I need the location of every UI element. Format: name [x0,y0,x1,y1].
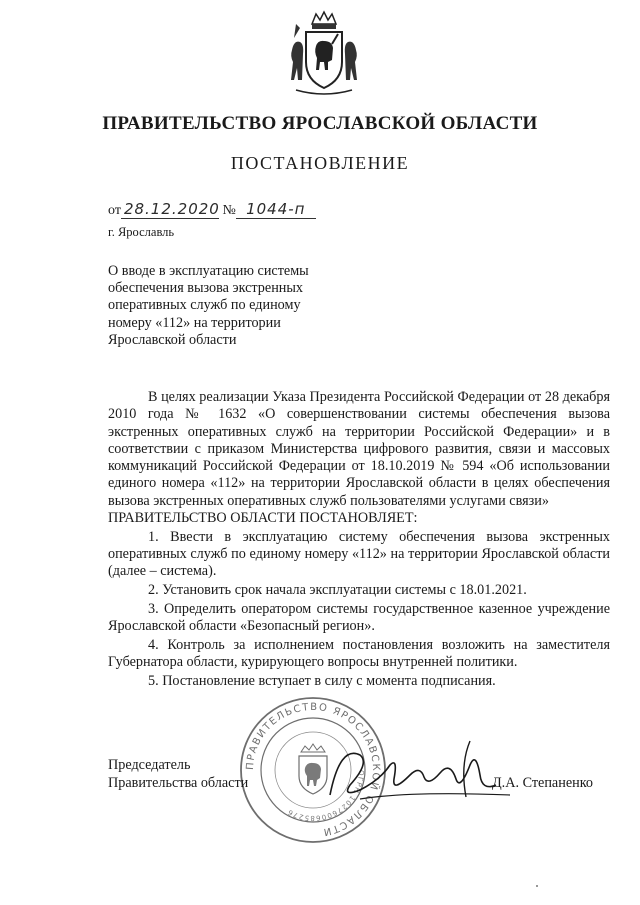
resolves-heading: ПРАВИТЕЛЬСТВО ОБЛАСТИ ПОСТАНОВЛЯЕТ: [108,510,418,527]
handwritten-date: 28.12.2020 [121,200,219,219]
subject-line: номеру «112» на территории [108,314,281,331]
decree-item-5: 5. Постановление вступает в силу с момента подписания. [148,673,496,690]
role-line-1: Председатель [108,757,191,773]
dateline [108,200,316,219]
preamble-paragraph: В целях реализации Указа Президента Российской Федерации от 28 декабря 2010 года № 1632 «О совершенствовании системы обеспечения вызова экстренных оперативных служб на территории Российской Федерации» и в соответствии с приказом Министерства цифрового развития, связи и массовых коммуникаций Российской Федерации от 18.10.2019 № 594 «Об использовании единого номера «112» на территории Ярославской области в целях обеспечения вызова экстренных оперативных служб пользователями услугами связи» [108,389,610,509]
decree-subject [108,263,338,349]
scan-speck [536,885,538,887]
subject-line: обеспечения вызова экстренных [108,280,304,297]
role-line-2: Правительства области [108,774,249,791]
city-line: г. Ярославль [108,225,175,239]
stamp-id-text: ОГРН 1027600685276 [285,769,366,823]
document-type-title: ПОСТАНОВЛЕНИЕ [230,153,410,173]
subject-line: оперативных служб по единому [108,297,301,314]
subject-line: Ярославской области [108,331,237,348]
stamp-ring-text: ПРАВИТЕЛЬСТВО ЯРОСЛАВСКОЙ ОБЛАСТИ [244,701,382,838]
date-prefix: от [108,203,121,218]
government-title: ПРАВИТЕЛЬСТВО ЯРОСЛАВСКОЙ ОБЛАСТИ [102,113,538,134]
signatory-role [108,757,248,792]
handwritten-signature [320,735,520,815]
decree-item-2: 2. Установить срок начала эксплуатации системы с 18.01.2021. [148,582,527,599]
decree-item-1: 1. Ввести в эксплуатацию систему обеспечения вызова экстренных оперативных служб по единому номеру «112» на территории Ярославской области (далее – система). [108,528,610,580]
handwritten-number: 1044-п [236,200,316,219]
number-prefix: № [222,203,236,218]
subject-line: О вводе в эксплуатацию системы [108,263,309,279]
signatory-name: Д.А. Степаненко [492,775,593,791]
decree-item-3: 3. Определить оператором системы государственное казенное учреждение Ярославской области «Безопасный регион». [108,601,610,635]
decree-item-4: 4. Контроль за исполнением постановления возложить на заместителя Губернатора области, курирующего вопросы внутренней политики. [108,637,610,671]
decree-body [108,389,610,691]
coat-of-arms-icon [288,10,360,98]
